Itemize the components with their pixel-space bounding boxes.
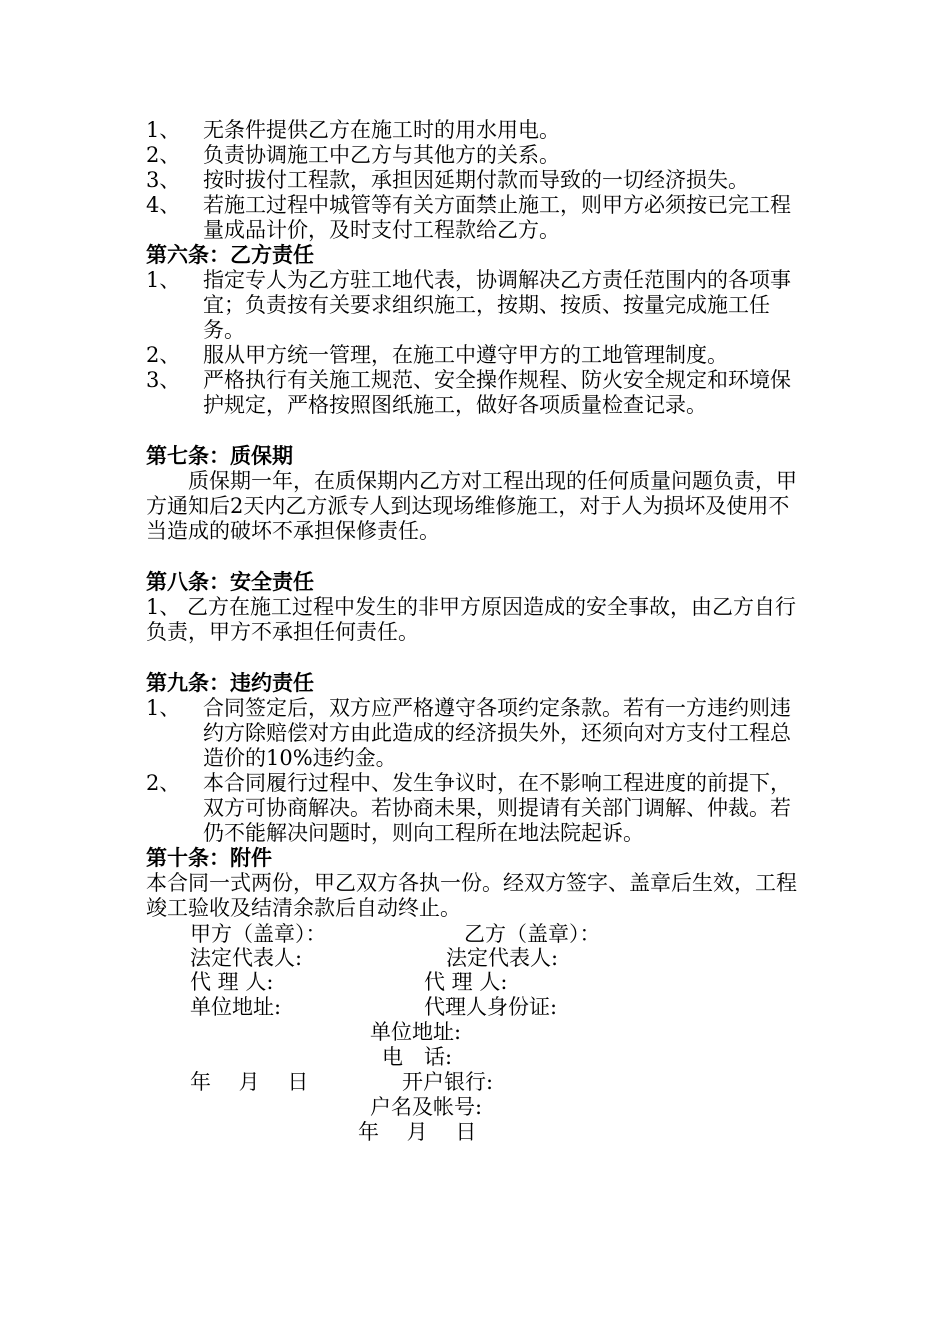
item-number: 2、 (146, 143, 181, 167)
contract-body (146, 118, 810, 921)
party-a-agent-label: 代 理 人: (190, 970, 274, 994)
list-item (146, 268, 810, 343)
list-item (146, 771, 810, 846)
list-item (146, 118, 810, 143)
item-text: 严格执行有关施工规范、安全操作规程、防火安全规定和环境保护规定，严格按照图纸施工，做好各项质量检查记录。 (203, 368, 791, 417)
party-a-seal-label: 甲方（盖章）： (190, 922, 327, 946)
party-b-phone-label: 电 话: (382, 1045, 453, 1069)
party-b-bank-label: 开户银行: (402, 1070, 494, 1094)
section-heading-9: 第九条：违约责任 (146, 671, 314, 695)
list-item (146, 193, 810, 243)
list-item (146, 696, 810, 771)
spacer (146, 645, 810, 671)
party-b-legal-rep-label: 法定代表人: (446, 946, 559, 970)
item-text: 合同签定后，双方应严格遵守各项约定条款。若有一方违约则违约方除赔偿对方由此造成的经济损失外，还须向对方支付工程总造价的10%违约金。 (203, 696, 791, 770)
section-10-text: 本合同一式两份，甲乙双方各执一份。经双方签字、盖章后生效，工程竣工验收及结清余款后自动终止。 (146, 871, 797, 920)
item-number: 2、 (146, 771, 181, 795)
section-heading-6: 第六条：乙方责任 (146, 243, 314, 267)
party-b-address-label: 单位地址: (370, 1020, 462, 1044)
party-b-agent-label: 代 理 人: (424, 970, 508, 994)
section-heading-10: 第十条：附件 (146, 846, 272, 870)
item-number: 1、 (146, 118, 181, 142)
list-item (146, 368, 810, 418)
list-item (146, 343, 810, 368)
section-8-text: 1、 乙方在施工过程中发生的非甲方原因造成的安全事故，由乙方自行负责，甲方不承担任何责任。 (146, 595, 797, 644)
item-number: 1、 (146, 268, 181, 292)
item-text: 服从甲方统一管理，在施工中遵守甲方的工地管理制度。 (203, 343, 728, 367)
item-number: 3、 (146, 168, 181, 192)
spacer (146, 544, 810, 570)
party-b-agent-id-label: 代理人身份证: (424, 995, 558, 1019)
party-a-address-label: 单位地址: (190, 995, 282, 1019)
item-text: 无条件提供乙方在施工时的用水用电。 (203, 118, 560, 142)
party-b-date-label: 年 月 日 (358, 1120, 477, 1144)
section-heading-7: 第七条：质保期 (146, 444, 293, 468)
list-item (146, 168, 810, 193)
item-text: 本合同履行过程中、发生争议时，在不影响工程进度的前提下，双方可协商解决。若协商未果，则提请有关部门调解、仲裁。若仍不能解决问题时，则向工程所在地法院起诉。 (203, 771, 791, 845)
item-text: 负责协调施工中乙方与其他方的关系。 (203, 143, 560, 167)
section-7-text: 质保期一年，在质保期内乙方对工程出现的任何质量问题负责，甲方通知后2天内乙方派专人到达现场维修施工，对于人为损坏及使用不当造成的破坏不承担保修责任。 (146, 469, 797, 543)
spacer (146, 418, 810, 444)
item-number: 4、 (146, 193, 181, 217)
item-number: 2、 (146, 343, 181, 367)
party-b-seal-label: 乙方（盖章）： (464, 922, 601, 946)
item-text: 若施工过程中城管等有关方面禁止施工，则甲方必须按已完工程量成品计价，及时支付工程款给乙方。 (203, 193, 791, 242)
item-text: 指定专人为乙方驻工地代表，协调解决乙方责任范围内的各项事宜；负责按有关要求组织施工，按期、按质、按量完成施工任务。 (203, 268, 791, 342)
item-number: 3、 (146, 368, 181, 392)
party-a-date-label: 年 月 日 (190, 1070, 309, 1094)
party-a-legal-rep-label: 法定代表人: (190, 946, 303, 970)
item-number: 1、 (146, 696, 181, 720)
item-text: 按时拔付工程款，承担因延期付款而导致的一切经济损失。 (203, 168, 749, 192)
list-item (146, 143, 810, 168)
party-b-account-label: 户名及帐号: (370, 1095, 483, 1119)
section-heading-8: 第八条：安全责任 (146, 570, 314, 594)
